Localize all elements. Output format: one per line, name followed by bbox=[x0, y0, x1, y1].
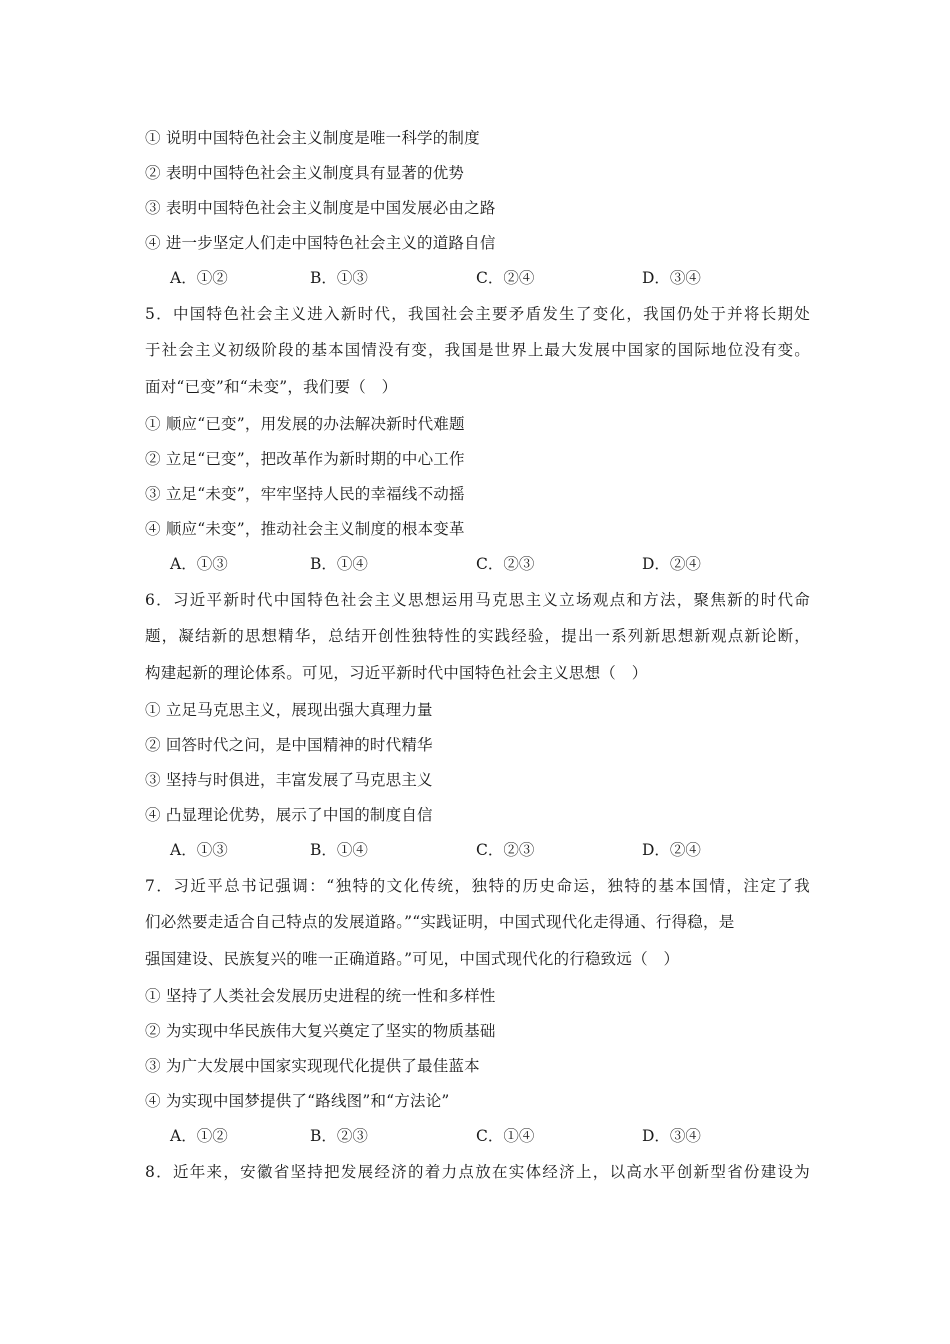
q7-stem-line-1: 7．习近平总书记强调：“独特的文化传统，独特的历史命运，独特的基本国情，注定了我 bbox=[145, 877, 810, 895]
q4-options bbox=[170, 268, 810, 288]
q5-option-d: D．②④ bbox=[642, 555, 701, 573]
q7-statement-4: ④ 为实现中国梦提供了“路线图”和“方法论” bbox=[145, 1092, 450, 1110]
q7-options bbox=[170, 1126, 810, 1146]
q5-statement-1: ① 顺应“已变”，用发展的办法解决新时代难题 bbox=[145, 415, 465, 433]
q6-option-b: B．①④ bbox=[310, 841, 368, 859]
q6-option-c: C．②③ bbox=[476, 841, 535, 859]
q6-stem-line-2: 题，凝结新的思想精华，总结开创性独特性的实践经验，提出一系列新思想新观点新论断， bbox=[145, 627, 810, 645]
q5-option-a: A．①③ bbox=[170, 555, 228, 573]
q4-option-c: C．②④ bbox=[476, 269, 535, 287]
q5-option-b: B．①④ bbox=[310, 555, 368, 573]
q5-statement-4: ④ 顺应“未变”，推动社会主义制度的根本变革 bbox=[145, 520, 465, 538]
q7-statement-3: ③ 为广大发展中国家实现现代化提供了最佳蓝本 bbox=[145, 1057, 480, 1075]
q6-statement-1: ① 立足马克思主义，展现出强大真理力量 bbox=[145, 701, 433, 719]
q4-statement-2: ② 表明中国特色社会主义制度具有显著的优势 bbox=[145, 164, 465, 182]
q4-option-b: B．①③ bbox=[310, 269, 368, 287]
q7-statement-1: ① 坚持了人类社会发展历史进程的统一性和多样性 bbox=[145, 987, 496, 1005]
q4-statement-1: ① 说明中国特色社会主义制度是唯一科学的制度 bbox=[145, 129, 480, 147]
q7-option-b: B．②③ bbox=[310, 1127, 368, 1145]
q7-option-c: C．①④ bbox=[476, 1127, 535, 1145]
q6-statement-4: ④ 凸显理论优势，展示了中国的制度自信 bbox=[145, 806, 433, 824]
q8-stem-line-1: 8．近年来，安徽省坚持把发展经济的着力点放在实体经济上，以高水平创新型省份建设为 bbox=[145, 1163, 810, 1181]
q5-statement-3: ③ 立足“未变”，牢牢坚持人民的幸福线不动摇 bbox=[145, 485, 465, 503]
q6-stem-line-1: 6．习近平新时代中国特色社会主义思想运用马克思主义立场观点和方法，聚焦新的时代命 bbox=[145, 591, 810, 609]
q5-stem-line-3: 面对“已变”和“未变”，我们要（ ） bbox=[145, 378, 398, 396]
q6-option-d: D．②④ bbox=[642, 841, 701, 859]
q7-stem-line-2: 们必然要走适合自己特点的发展道路。”“实践证明，中国式现代化走得通、行得稳，是 bbox=[145, 913, 735, 931]
q5-stem-line-1: 5．中国特色社会主义进入新时代，我国社会主要矛盾发生了变化，我国仍处于并将长期处 bbox=[145, 305, 810, 323]
q7-stem-line-3: 强国建设、民族复兴的唯一正确道路。”可见，中国式现代化的行稳致远（ ） bbox=[145, 950, 680, 968]
q6-statement-2: ② 回答时代之问，是中国精神的时代精华 bbox=[145, 736, 433, 754]
q6-statement-3: ③ 坚持与时俱进，丰富发展了马克思主义 bbox=[145, 771, 433, 789]
q4-option-d: D．③④ bbox=[642, 269, 701, 287]
q4-option-a: A．①② bbox=[170, 269, 228, 287]
q6-option-a: A．①③ bbox=[170, 841, 228, 859]
q5-statement-2: ② 立足“已变”，把改革作为新时期的中心工作 bbox=[145, 450, 465, 468]
q5-option-c: C．②③ bbox=[476, 555, 535, 573]
q5-stem-line-2: 于社会主义初级阶段的基本国情没有变，我国是世界上最大发展中国家的国际地位没有变。 bbox=[145, 341, 810, 359]
q6-stem-line-3: 构建起新的理论体系。可见，习近平新时代中国特色社会主义思想（ ） bbox=[145, 664, 648, 682]
q7-option-d: D．③④ bbox=[642, 1127, 701, 1145]
q4-statement-4: ④ 进一步坚定人们走中国特色社会主义的道路自信 bbox=[145, 234, 496, 252]
q7-option-a: A．①② bbox=[170, 1127, 228, 1145]
q6-options bbox=[170, 840, 810, 860]
q4-statement-3: ③ 表明中国特色社会主义制度是中国发展必由之路 bbox=[145, 199, 496, 217]
q7-statement-2: ② 为实现中华民族伟大复兴奠定了坚实的物质基础 bbox=[145, 1022, 496, 1040]
q5-options bbox=[170, 554, 810, 574]
